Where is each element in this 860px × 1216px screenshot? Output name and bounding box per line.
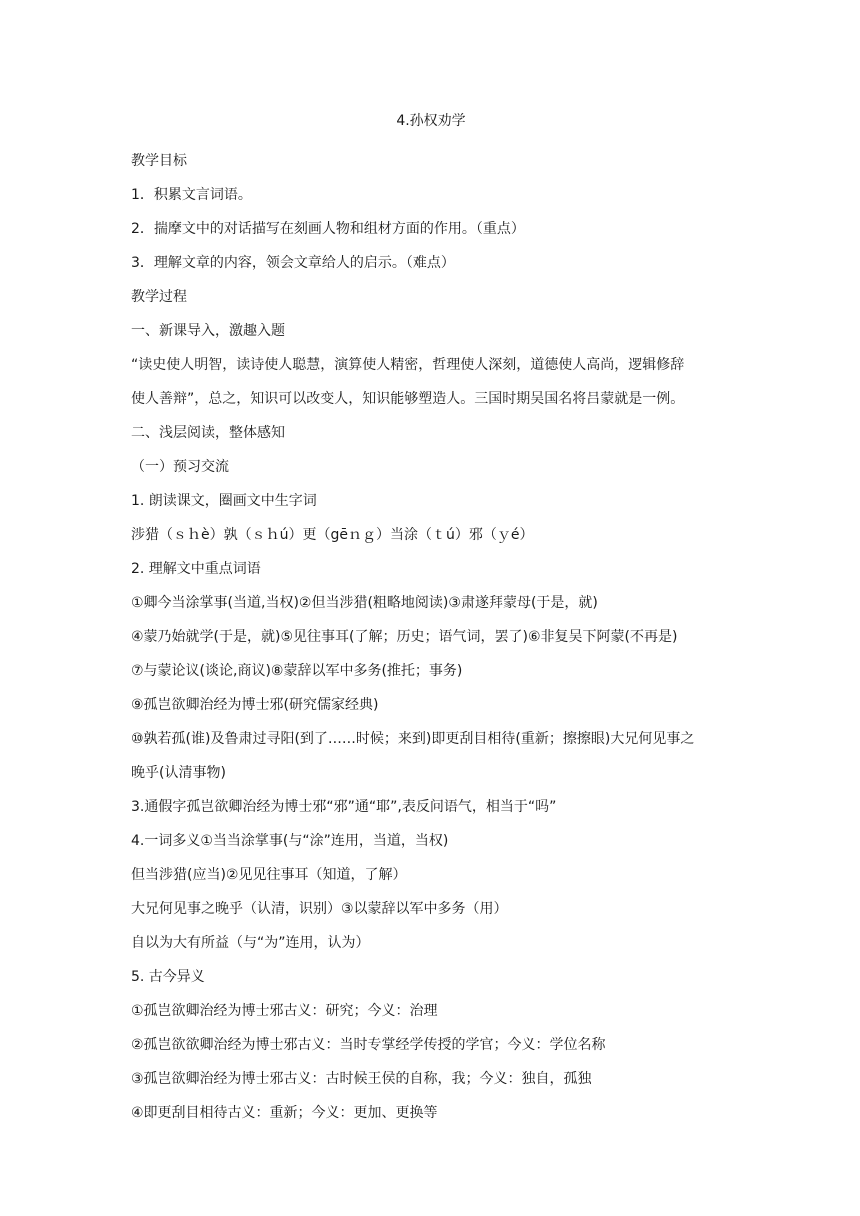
document-body — [131, 110, 741, 1130]
objective-item-1: 1．积累文言词语。 — [131, 187, 252, 203]
subheading-reading: 二、浅层阅读，整体感知 — [131, 425, 285, 441]
polysemy-line-3: 大兄何见事之晚乎（认清，识别）③以蒙辞以军中多务（用） — [131, 901, 508, 917]
objective-item-2: 2．揣摩文中的对话描写在刻画人物和组材方面的作用。（重点） — [131, 221, 525, 237]
ancient-modern-line-3: ③孤岂欲卿治经为博士邪古义：古时候王侯的自称，我；今义：独自，孤独 — [131, 1071, 592, 1087]
section-heading-objectives: 教学目标 — [131, 153, 187, 169]
key-words-line-3: ⑦与蒙论议(谈论,商议)⑧蒙辞以军中多务(推托；事务) — [131, 663, 463, 679]
section-heading-process: 教学过程 — [131, 289, 187, 305]
paragraph-quote-line-2: 使人善辩”，总之，知识可以改变人，知识能够塑造人。三国时期吴国名将吕蒙就是一例。 — [131, 391, 685, 407]
document-title: 4.孙权劝学 — [396, 113, 466, 129]
key-words-line-6: 晚乎(认清事物) — [131, 765, 226, 781]
subheading-introduction: 一、新课导入，激趣入题 — [131, 323, 285, 339]
polysemy-line-2: 但当涉猎(应当)②见见往事耳（知道，了解） — [131, 867, 407, 883]
ancient-modern-line-4: ④即更刮目相待古义：重新；今义：更加、更换等 — [131, 1105, 438, 1121]
polysemy-line-4: 自以为大有所益（与“为”连用，认为） — [131, 935, 370, 951]
key-words-line-1: ①卿今当涂掌事(当道,当权)②但当涉猎(粗略地阅读)③肃遂拜蒙母(于是，就) — [131, 595, 598, 611]
subheading-preview: （一）预习交流 — [131, 459, 229, 475]
key-words-line-4: ⑨孤岂欲卿治经为博士邪(研究儒家经典) — [131, 697, 379, 713]
polysemy-line-1: 4.一词多义①当当涂掌事(与“涂”连用，当道，当权) — [131, 833, 449, 849]
key-words-line-2: ④蒙乃始就学(于是，就)⑤见往事耳(了解；历史；语气词，罢了)⑥非复吴下阿蒙(不再是) — [131, 629, 678, 645]
ancient-modern-line-2: ②孤岂欲欲卿治经为博士邪古义：当时专掌经学传授的学官；今义：学位名称 — [131, 1037, 606, 1053]
key-words-line-5: ⑩孰若孤(谁)及鲁肃过寻阳(到了……时候；来到)即更刮目相待(重新；擦擦眼)大兄何见事之 — [131, 731, 695, 747]
paragraph-quote-line-1: “读史使人明智，读诗使人聪慧，演算使人精密，哲理使人深刻，道德使人高尚，逻辑修辞 — [131, 357, 685, 373]
task-read-aloud: 1. 朗读课文，圈画文中生字词 — [131, 493, 317, 509]
objective-item-3: 3．理解文章的内容，领会文章给人的启示。（难点） — [131, 255, 455, 271]
pronunciation-line: 涉猎（ｓｈè）孰（ｓｈú）更（gēｎｇ）当涂（ｔú）邪（ｙé） — [131, 527, 534, 543]
task-ancient-modern: 5. 古今异义 — [131, 969, 205, 985]
ancient-modern-line-1: ①孤岂欲卿治经为博士邪古义：研究；今义：治理 — [131, 1003, 438, 1019]
task-key-words: 2. 理解文中重点词语 — [131, 561, 261, 577]
interchangeable-character-line: 3.通假字孤岂欲卿治经为博士邪“邪”通“耶”,表反问语气，相当于“吗” — [131, 799, 557, 815]
